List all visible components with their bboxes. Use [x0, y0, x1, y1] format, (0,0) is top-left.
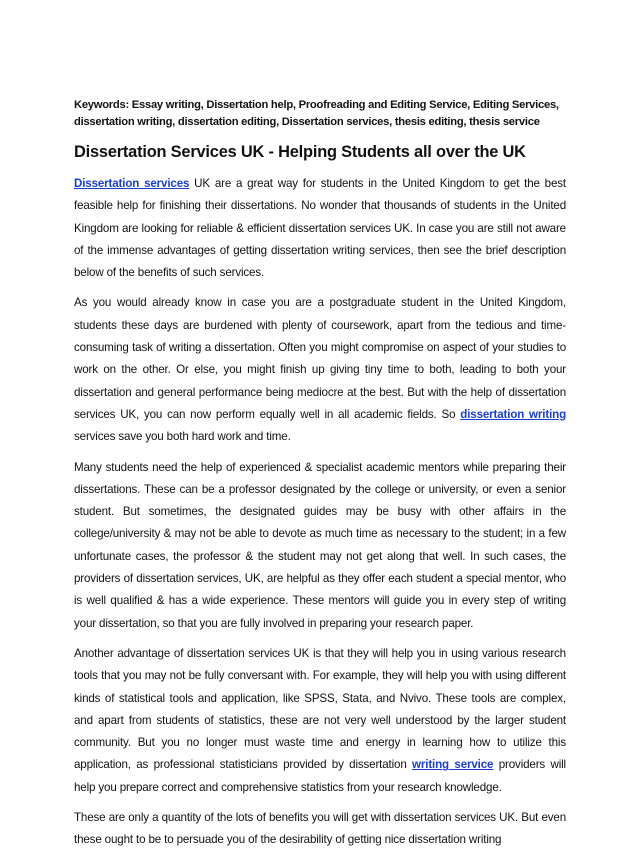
dissertation-writing-link[interactable]: dissertation writing	[460, 407, 567, 421]
keywords-line: Keywords: Essay writing, Dissertation help, Proofreading and Editing Service, Editing Services, dissertation writing, dissertation editing, Dissertation services, thesis editing, thesis service	[74, 99, 559, 128]
paragraph-4: Another advantage of dissertation services UK is that they will help you in using various research tools that you may not be fully conversant with. For example, they will help you with using different kinds of statistical tools and application, like SPSS, Stata, and Nvivo. These tools are complex, and apart from students of statistics, these are not very well understood by the larger student community. But you no longer must waste time and energy in learning how to utilize this application, as professional statisticians provided by dissertation writing service providers will help you prepare correct and comprehensive statistics from your research knowledge.	[74, 646, 566, 794]
page-title: Dissertation Services UK - Helping Students all over the UK	[74, 143, 526, 161]
paragraph-2: As you would already know in case you are a postgraduate student in the United Kingdom, students these days are burdened with plenty of coursework, apart from the tedious and time-consuming task of writing a dissertation. Often you might compromise on aspect of your studies to work on the other. Or else, you might finish up giving tiny time to both, leading to both your dissertation and general performance being mediocre at the best. But with the help of dissertation services UK, you can now perform equally well in all academic fields. So dissertation writing services save you both hard work and time.	[74, 296, 567, 444]
document-page	[74, 97, 566, 860]
paragraph-3: Many students need the help of experienced & specialist academic mentors while preparing their dissertations. These can be a professor designated by the college or university, or even a senior student. But sometimes, the designated guides may be busy with other affairs in the college/university & may not be able to devote as much time as necessary to the student; in a few unfortunate cases, the professor & the student may not get along that well. In such cases, the providers of dissertation services, UK, are helpful as they offer each student a special mentor, who is well qualified & has a wide experience. These mentors will guide you in every step of writing your dissertation, so that you are fully involved in preparing your research paper.	[74, 460, 566, 630]
writing-service-link[interactable]: writing service	[412, 758, 494, 772]
dissertation-services-link[interactable]: Dissertation services	[74, 177, 190, 190]
paragraph-1: Dissertation services UK are a great way for students in the United Kingdom to get the best feasible help for finishing their dissertations. No wonder that thousands of students in the United Kingdom are looking for reliable & efficient dissertation services UK. In case you are still not aware of the immense advantages of getting dissertation writing services, then see the brief description below of the benefits of such services.	[74, 177, 566, 280]
paragraph-5: These are only a quantity of the lots of benefits you will get with dissertation services UK. But even these ought to be to persuade you of the desirability of getting nice dissertation writing	[74, 811, 566, 847]
